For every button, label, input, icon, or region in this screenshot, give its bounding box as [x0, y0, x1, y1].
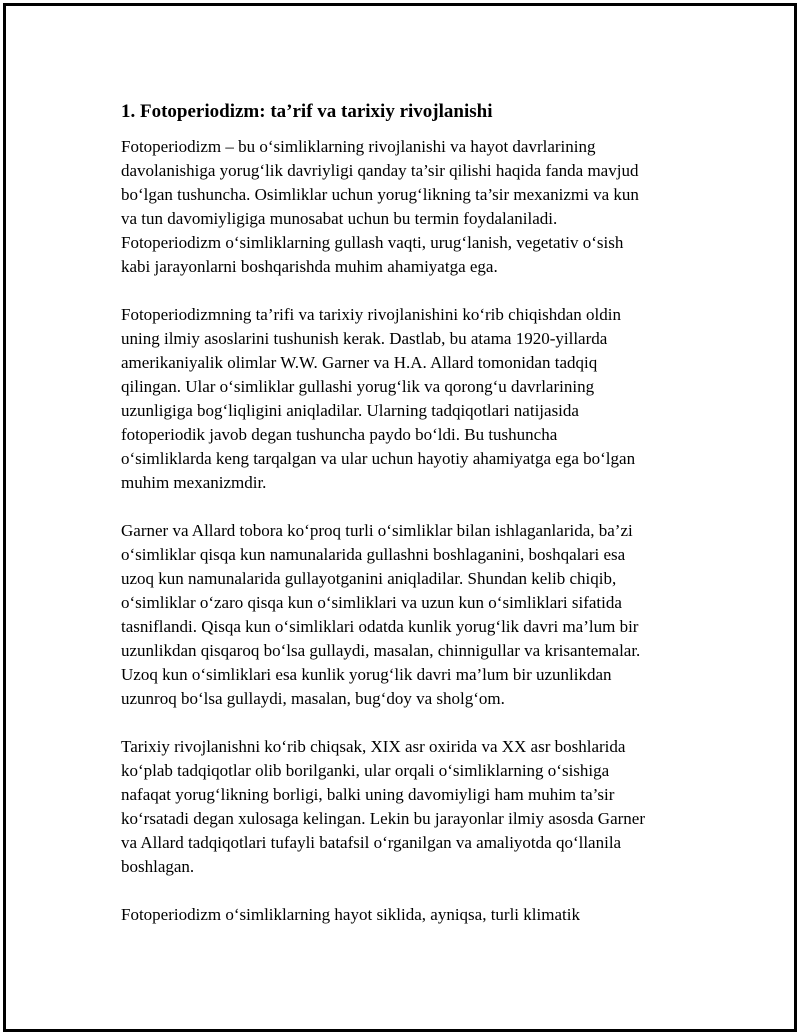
paragraph-4: Tarixiy rivojlanishni ko‘rib chiqsak, XIX asr oxirida va XX asr boshlarida ko‘plab tadqiqotlar olib borilganki, ular orqali o‘simliklarning o‘sishiga nafaqat yorug‘likning borligi, balki uning davomiyligi ham muhim ta’sir ko‘rsatadi degan xulosaga kelingan. Lekin bu jarayonlar ilmiy asosda Garner va Allard tadqiqotlari tufayli batafsil o‘rganilgan va amaliyotda qo‘llanila boshlagan.	[121, 737, 645, 876]
paragraph-1: Fotoperiodizm – bu o‘simliklarning rivojlanishi va hayot davrlarining davolanishiga yorug‘lik davriyligi qanday ta’sir qilishi haqida fanda mavjud bo‘lgan tushuncha. Osimliklar uchun yorug‘likning ta’sir mexanizmi va kun va tun davomiyligiga munosabat uchun bu termin foydalaniladi. Fotoperiodizm o‘simliklarning gullash vaqti, urug‘lanish, vegetativ o‘sish kabi jarayonlarni boshqarishda muhim ahamiyatga ega.	[121, 137, 639, 276]
page-frame	[3, 3, 797, 1032]
paragraph-5: Fotoperiodizm o‘simliklarning hayot siklida, ayniqsa, turli klimatik	[121, 905, 580, 924]
paragraph-3: Garner va Allard tobora ko‘proq turli o‘simliklar bilan ishlaganlarida, ba’zi o‘simliklar qisqa kun namunalarida gullashni boshlaganini, boshqalari esa uzoq kun namunalarida gullayotganini aniqladilar. Shundan kelib chiqib, o‘simliklar o‘zaro qisqa kun o‘simliklari va uzun kun o‘simliklari sifatida tasniflandi. Qisqa kun o‘simliklari odatda kunlik yorug‘lik davri ma’lum bir uzunlikdan qisqaroq bo‘lsa gullaydi, masalan, chinnigullar va krisantemalar. Uzoq kun o‘simliklari esa kunlik yorug‘lik davri ma’lum bir uzunlikdan uzunroq bo‘lsa gullaydi, masalan, bug‘doy va sholg‘om.	[121, 521, 641, 708]
paragraph-2: Fotoperiodizmning ta’rifi va tarixiy rivojlanishini ko‘rib chiqishdan oldin uning ilmiy asoslarini tushunish kerak. Dastlab, bu atama 1920-yillarda amerikaniyalik olimlar W.W. Garner va H.A. Allard tomonidan tadqiq qilingan. Ular o‘simliklar gullashi yorug‘lik va qorong‘u davrlarining uzunligiga bog‘liqligini aniqladilar. Ularning tadqiqotlari natijasida fotoperiodik javob degan tushuncha paydo bo‘ldi. Bu tushuncha o‘simliklarda keng tarqalgan va ular uchun hayotiy ahamiyatga ega bo‘lgan muhim mexanizmdir.	[121, 305, 636, 492]
section-heading: 1. Fotoperiodizm: ta’rif va tarixiy rivojlanishi	[121, 101, 493, 122]
document-body	[121, 99, 706, 927]
